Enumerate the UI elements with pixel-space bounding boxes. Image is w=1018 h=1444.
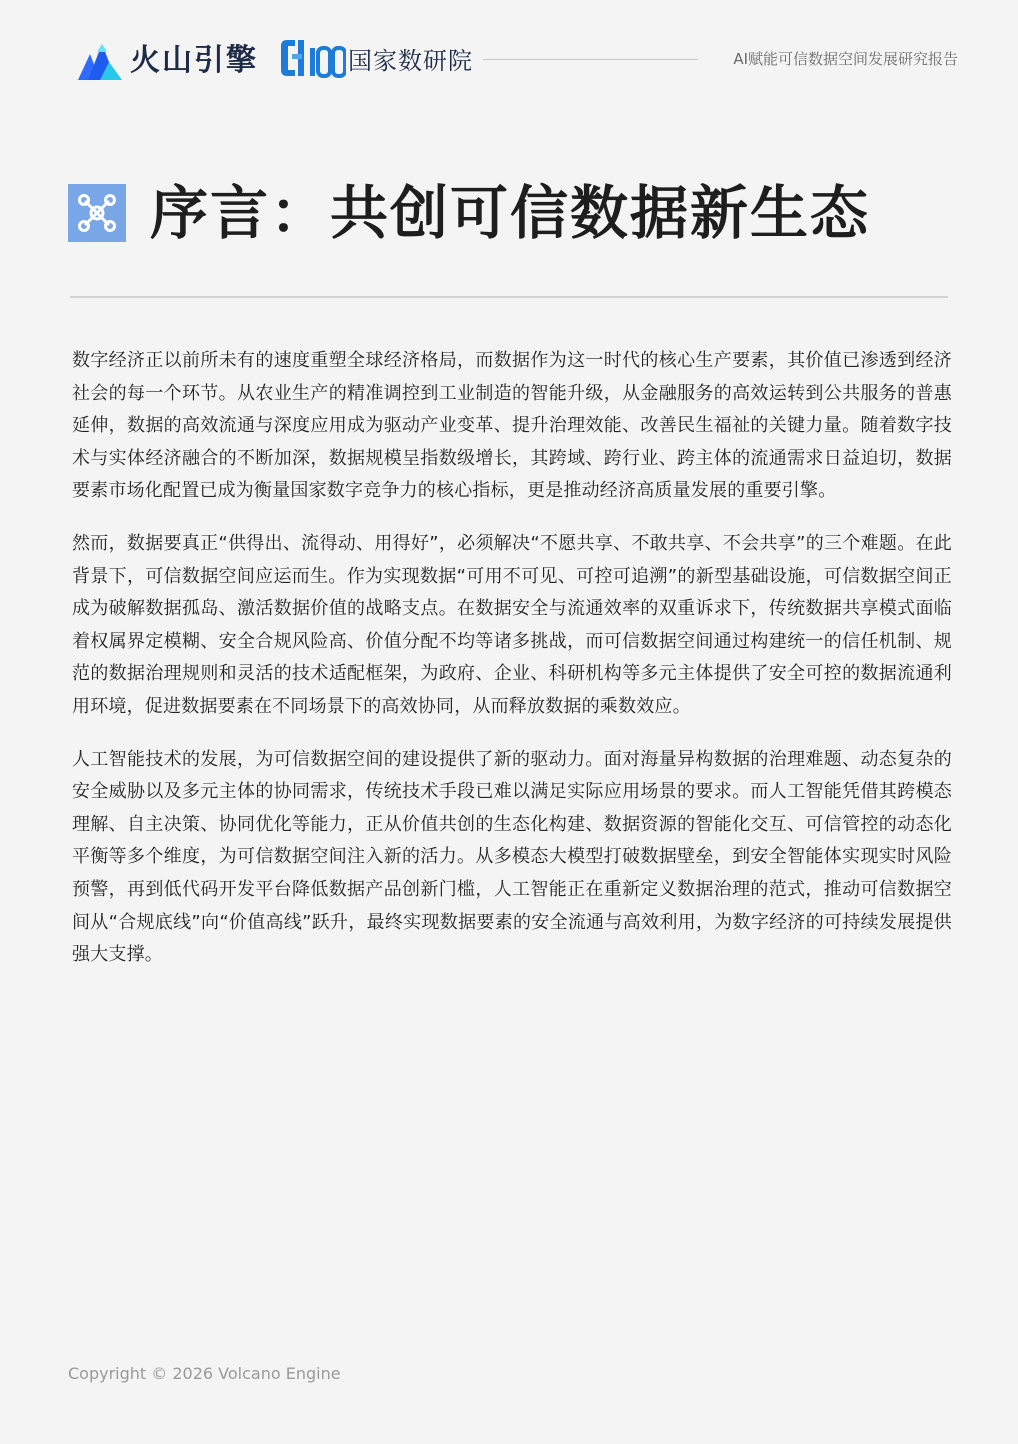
page-header — [78, 38, 958, 82]
report-title: AI赋能可信数据空间发展研究报告 — [733, 50, 958, 68]
paragraph: 人工智能技术的发展，为可信数据空间的建设提供了新的驱动力。面对海量异构数据的治理难题、动态复杂的安全威胁以及多元主体的协同需求，传统技术手段已难以满足实际应用场景的要求。而人工智能凭借其跨模态理解、自主决策、协同优化等能力，正从价值共创的生态化构建、数据资源的智能化交互、可信管控的动态化平衡等多个维度，为可信数据空间注入新的活力。从多模态大模型打破数据壁垒，到安全智能体实现实时风险预警，再到低代码开发平台降低数据产品创新门槛，人工智能正在重新定义数据治理的范式，推动可信数据空间从“合规底线”向“价值高线”跃升，最终实现数据要素的安全流通与高效利用，为数字经济的可持续发展提供强大支撑。 — [72, 748, 952, 966]
header-divider — [483, 59, 698, 60]
network-nodes-icon — [68, 184, 126, 242]
paragraph: 数字经济正以前所未有的速度重塑全球经济格局，而数据作为这一时代的核心生产要素，其价值已渗透到经济社会的每一个环节。从农业生产的精准调控到工业制造的智能升级，从金融服务的高效运转到公共服务的普惠延伸，数据的高效流通与深度应用成为驱动产业变革、提升治理效能、改善民生福祉的关键力量。随着数字技术与实体经济融合的不断加深，数据规模呈指数级增长，其跨域、跨行业、跨主体的流通需求日益迫切，数据要素市场化配置已成为衡量国家数字竞争力的核心指标，更是推动经济高质量发展的重要引擎。 — [72, 350, 952, 502]
volcano-engine-brand: 火山引擎 — [130, 43, 258, 78]
volcano-engine-logo-icon — [78, 40, 122, 80]
page-title: 序言：共创可信数据新生态 — [150, 179, 871, 247]
copyright-footer: Copyright © 2026 Volcano Engine — [68, 1364, 341, 1383]
body-text — [72, 345, 952, 992]
title-divider — [70, 296, 948, 298]
paragraph: 然而，数据要真正“供得出、流得动、用得好”，必须解决“不愿共享、不敢共享、不会共享”的三个难题。在此背景下，可信数据空间应运而生。作为实现数据“可用不可见、可控可追溯”的新型基础设施，可信数据空间正成为破解数据孤岛、激活数据价值的战略支点。在数据安全与流通效率的双重诉求下，传统数据共享模式面临着权属界定模糊、安全合规风险高、价值分配不均等诸多挑战，而可信数据空间通过构建统一的信任机制、规范的数据治理规则和灵活的技术适配框架，为政府、企业、科研机构等多元主体提供了安全可控的数据流通利用环境，促进数据要素在不同场景下的高效协同，从而释放数据的乘数效应。 — [72, 532, 952, 717]
cd100-logo-icon — [278, 38, 346, 78]
national-data-institute-brand: 国家数研院 — [348, 47, 473, 75]
section-title — [68, 176, 948, 248]
